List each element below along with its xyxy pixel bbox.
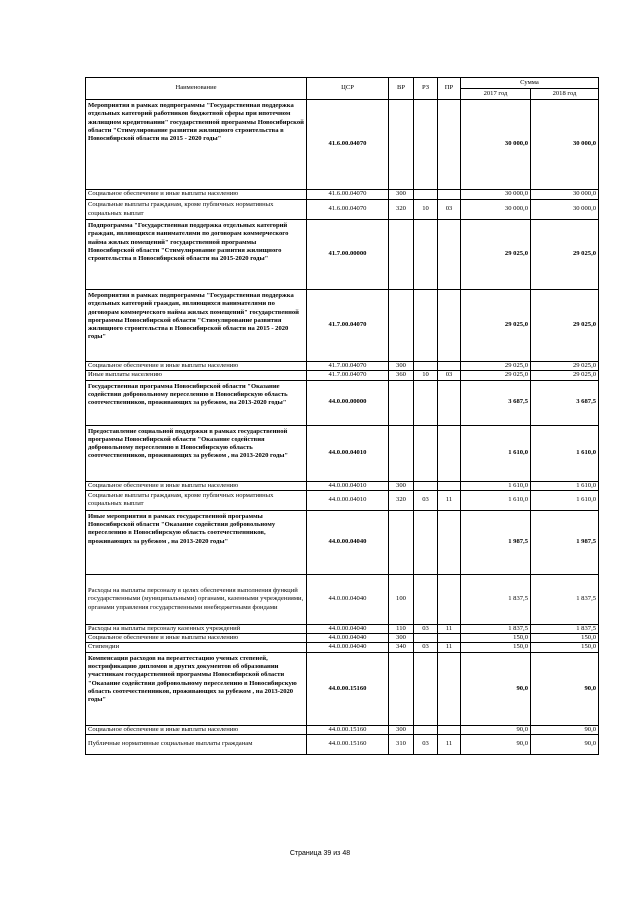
table-row xyxy=(86,624,599,633)
cell-pr xyxy=(438,380,461,425)
table-row xyxy=(86,574,599,624)
cell-rz: 10 xyxy=(414,200,438,220)
table-row xyxy=(86,100,599,190)
cell-pr xyxy=(438,220,461,290)
cell-vr: 300 xyxy=(389,725,414,734)
cell-pr xyxy=(438,510,461,574)
cell-sum-2017: 30 000,0 xyxy=(461,200,531,220)
cell-sum-2017: 30 000,0 xyxy=(461,190,531,200)
header-sum: Сумма xyxy=(461,78,599,89)
cell-csr: 44.0.00.15160 xyxy=(307,652,389,725)
cell-pr xyxy=(438,634,461,643)
cell-name: Публичные нормативные социальные выплаты гражданам xyxy=(86,735,307,755)
cell-rz xyxy=(414,380,438,425)
cell-sum-2017: 29 025,0 xyxy=(461,290,531,362)
cell-name: Государственная программа Новосибирской области "Оказание содействия добровольному переселению в Новосибирскую область соотечественников, проживающих за рубежом, на 2013-2020 годы" xyxy=(86,380,307,425)
cell-pr: 11 xyxy=(438,490,461,510)
cell-sum-2017: 30 000,0 xyxy=(461,100,531,190)
cell-vr: 340 xyxy=(389,643,414,652)
cell-sum-2017: 90,0 xyxy=(461,725,531,734)
table-row xyxy=(86,643,599,652)
cell-pr xyxy=(438,100,461,190)
cell-csr: 44.0.00.00000 xyxy=(307,380,389,425)
cell-vr: 300 xyxy=(389,190,414,200)
cell-sum-2018: 1 837,5 xyxy=(531,624,599,633)
cell-sum-2017: 150,0 xyxy=(461,634,531,643)
cell-vr xyxy=(389,100,414,190)
cell-rz xyxy=(414,190,438,200)
cell-vr: 100 xyxy=(389,574,414,624)
cell-pr xyxy=(438,190,461,200)
cell-rz: 03 xyxy=(414,735,438,755)
cell-sum-2017: 90,0 xyxy=(461,652,531,725)
cell-name: Социальное обеспечение и иные выплаты населению xyxy=(86,362,307,371)
cell-vr xyxy=(389,652,414,725)
cell-sum-2018: 3 687,5 xyxy=(531,380,599,425)
cell-name: Мероприятия в рамках подпрограммы "Государственная поддержка отдельных категорий граждан, являющихся нанимателями по договорам коммерческого найма жилых помещений" государственной программы Новосибирской области "Стимулирование развития жилищного строительства в Новосибирской области на 2015 - 2020 годы" xyxy=(86,290,307,362)
cell-pr: 11 xyxy=(438,624,461,633)
cell-name: Подпрограмма "Государственная поддержка отдельных категорий граждан, являющихся нанимателями по договорам коммерческого найма жилых помещений" государственной программы Новосибирской области "Стимулирование развития жилищного строительства в Новосибирской области на 2015-2020 годы" xyxy=(86,220,307,290)
table-row xyxy=(86,735,599,755)
cell-csr: 41.7.00.00000 xyxy=(307,220,389,290)
cell-csr: 44.0.00.04010 xyxy=(307,490,389,510)
cell-sum-2018: 150,0 xyxy=(531,643,599,652)
table-row xyxy=(86,380,599,425)
cell-sum-2018: 29 025,0 xyxy=(531,371,599,380)
cell-pr xyxy=(438,725,461,734)
cell-sum-2018: 90,0 xyxy=(531,725,599,734)
cell-pr: 11 xyxy=(438,643,461,652)
cell-sum-2018: 1 610,0 xyxy=(531,425,599,481)
cell-sum-2018: 30 000,0 xyxy=(531,190,599,200)
cell-pr xyxy=(438,290,461,362)
cell-name: Мероприятия в рамках подпрограммы "Государственная поддержка отдельных категорий работников бюджетной сферы при ипотечном жилищном кредитовании" государственной программы Новосибирской области "Стимулирование развития жилищного строительства в Новосибирской области на 2015 - 2020 годы" xyxy=(86,100,307,190)
cell-sum-2017: 1 610,0 xyxy=(461,490,531,510)
cell-pr: 11 xyxy=(438,735,461,755)
cell-sum-2018: 30 000,0 xyxy=(531,100,599,190)
cell-csr: 41.7.00.04070 xyxy=(307,290,389,362)
cell-rz: 03 xyxy=(414,490,438,510)
cell-sum-2018: 29 025,0 xyxy=(531,362,599,371)
cell-rz xyxy=(414,510,438,574)
table-row xyxy=(86,220,599,290)
cell-vr: 320 xyxy=(389,490,414,510)
cell-rz xyxy=(414,634,438,643)
cell-rz: 10 xyxy=(414,371,438,380)
cell-rz xyxy=(414,220,438,290)
header-vr: ВР xyxy=(389,78,414,100)
cell-csr: 41.7.00.04070 xyxy=(307,371,389,380)
cell-pr xyxy=(438,652,461,725)
cell-csr: 41.7.00.04070 xyxy=(307,362,389,371)
cell-vr xyxy=(389,425,414,481)
cell-vr: 110 xyxy=(389,624,414,633)
cell-pr: 03 xyxy=(438,371,461,380)
cell-name: Социальное обеспечение и иные выплаты населению xyxy=(86,725,307,734)
cell-rz xyxy=(414,652,438,725)
table-row xyxy=(86,634,599,643)
cell-sum-2017: 90,0 xyxy=(461,735,531,755)
header-rz: РЗ xyxy=(414,78,438,100)
cell-csr: 44.0.00.04040 xyxy=(307,634,389,643)
cell-rz xyxy=(414,100,438,190)
cell-sum-2017: 150,0 xyxy=(461,643,531,652)
table-row xyxy=(86,725,599,734)
cell-csr: 41.6.00.04070 xyxy=(307,200,389,220)
cell-vr: 360 xyxy=(389,371,414,380)
table-row xyxy=(86,481,599,490)
cell-name: Социальное обеспечение и иные выплаты населению xyxy=(86,634,307,643)
cell-sum-2017: 29 025,0 xyxy=(461,371,531,380)
cell-csr: 44.0.00.04040 xyxy=(307,574,389,624)
cell-csr: 44.0.00.04040 xyxy=(307,624,389,633)
cell-sum-2018: 1 610,0 xyxy=(531,490,599,510)
table-row xyxy=(86,290,599,362)
cell-name: Социальные выплаты гражданам, кроме публичных нормативных социальных выплат xyxy=(86,200,307,220)
table-row xyxy=(86,425,599,481)
cell-sum-2018: 1 837,5 xyxy=(531,574,599,624)
cell-pr xyxy=(438,481,461,490)
cell-name: Стипендии xyxy=(86,643,307,652)
cell-csr: 44.0.00.04010 xyxy=(307,481,389,490)
cell-csr: 44.0.00.04040 xyxy=(307,510,389,574)
cell-name: Предоставление социальной поддержки в рамках государственной программы Новосибирской области "Оказание содействия добровольному переселению в Новосибирскую область соотечественников, проживающих за рубежом , на 2013-2020 годы" xyxy=(86,425,307,481)
table-body xyxy=(86,100,599,755)
cell-sum-2018: 29 025,0 xyxy=(531,290,599,362)
cell-csr: 41.6.00.04070 xyxy=(307,190,389,200)
cell-sum-2018: 1 610,0 xyxy=(531,481,599,490)
header-pr: ПР xyxy=(438,78,461,100)
cell-rz: 03 xyxy=(414,643,438,652)
cell-sum-2017: 1 610,0 xyxy=(461,425,531,481)
cell-vr: 300 xyxy=(389,481,414,490)
table-row xyxy=(86,371,599,380)
cell-sum-2017: 1 837,5 xyxy=(461,574,531,624)
cell-csr: 44.0.00.15160 xyxy=(307,735,389,755)
cell-sum-2018: 90,0 xyxy=(531,652,599,725)
table-row xyxy=(86,652,599,725)
cell-vr xyxy=(389,380,414,425)
cell-vr: 300 xyxy=(389,362,414,371)
cell-name: Иные мероприятия в рамках государственной программы Новосибирской области "Оказание содействия добровольному переселению в Новосибирскую область соотечественников, проживающих за рубежом , на 2013-2020 годы" xyxy=(86,510,307,574)
cell-pr xyxy=(438,574,461,624)
cell-rz xyxy=(414,425,438,481)
budget-table xyxy=(85,77,599,755)
table-row xyxy=(86,362,599,371)
cell-vr xyxy=(389,220,414,290)
cell-vr: 320 xyxy=(389,200,414,220)
budget-table-sheet xyxy=(85,77,598,755)
cell-csr: 44.0.00.15160 xyxy=(307,725,389,734)
cell-pr: 03 xyxy=(438,200,461,220)
header-csr: ЦСР xyxy=(307,78,389,100)
cell-rz xyxy=(414,725,438,734)
cell-csr: 44.0.00.04010 xyxy=(307,425,389,481)
cell-name: Компенсация расходов на переаттестацию ученых степеней, нострификацию дипломов и других документов об образовании участникам государственной программы Новосибирской области "Оказание содействия добровольному переселению в Новосибирскую область соотечественников, проживающих за рубежом , на 2013-2020 годы" xyxy=(86,652,307,725)
cell-vr: 310 xyxy=(389,735,414,755)
cell-sum-2017: 29 025,0 xyxy=(461,220,531,290)
cell-csr: 44.0.00.04040 xyxy=(307,643,389,652)
cell-rz xyxy=(414,362,438,371)
cell-sum-2018: 90,0 xyxy=(531,735,599,755)
cell-vr xyxy=(389,290,414,362)
cell-rz: 03 xyxy=(414,624,438,633)
cell-sum-2017: 29 025,0 xyxy=(461,362,531,371)
header-2018: 2018 год xyxy=(531,89,599,100)
cell-pr xyxy=(438,425,461,481)
cell-name: Социальное обеспечение и иные выплаты населению xyxy=(86,481,307,490)
cell-name: Расходы на выплаты персоналу в целях обеспечения выполнения функций государственными (муниципальными) органами, казенными учреждениями, органами управления государственными внебюджетными фондами xyxy=(86,574,307,624)
cell-rz xyxy=(414,574,438,624)
header-name: Наименование xyxy=(86,78,307,100)
cell-csr: 41.6.00.04070 xyxy=(307,100,389,190)
table-row xyxy=(86,490,599,510)
header-2017: 2017 год xyxy=(461,89,531,100)
cell-sum-2018: 30 000,0 xyxy=(531,200,599,220)
table-row xyxy=(86,200,599,220)
cell-sum-2017: 1 837,5 xyxy=(461,624,531,633)
table-row xyxy=(86,190,599,200)
cell-rz xyxy=(414,481,438,490)
cell-sum-2018: 29 025,0 xyxy=(531,220,599,290)
cell-sum-2017: 3 687,5 xyxy=(461,380,531,425)
page-footer: Страница 39 из 48 xyxy=(289,850,351,857)
cell-name: Иные выплаты населению xyxy=(86,371,307,380)
cell-name: Социальные выплаты гражданам, кроме публичных нормативных социальных выплат xyxy=(86,490,307,510)
cell-name: Расходы на выплаты персоналу казенных учреждений xyxy=(86,624,307,633)
cell-sum-2017: 1 610,0 xyxy=(461,481,531,490)
cell-sum-2017: 1 987,5 xyxy=(461,510,531,574)
cell-vr: 300 xyxy=(389,634,414,643)
cell-sum-2018: 150,0 xyxy=(531,634,599,643)
cell-rz xyxy=(414,290,438,362)
cell-name: Социальное обеспечение и иные выплаты населению xyxy=(86,190,307,200)
table-row xyxy=(86,510,599,574)
cell-sum-2018: 1 987,5 xyxy=(531,510,599,574)
cell-vr xyxy=(389,510,414,574)
cell-pr xyxy=(438,362,461,371)
